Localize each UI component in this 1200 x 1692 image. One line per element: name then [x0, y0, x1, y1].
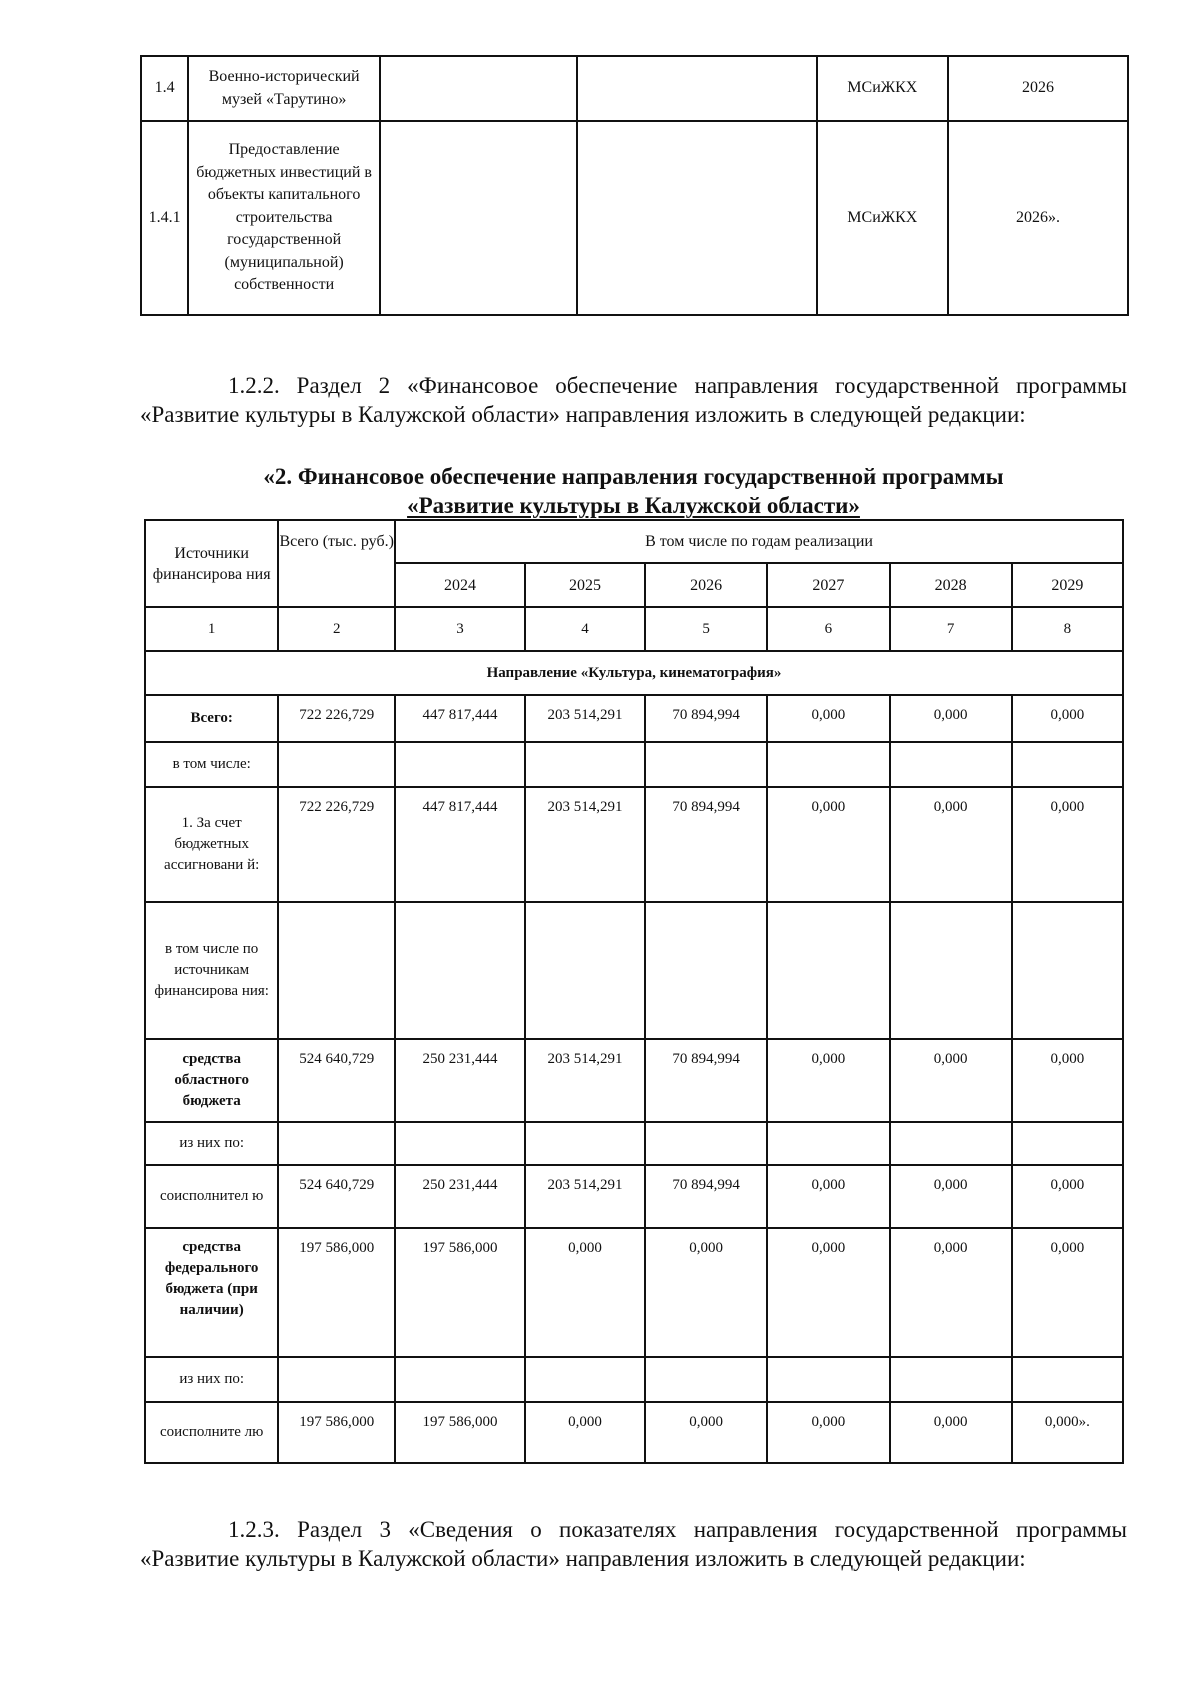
value-cell: 0,000 [1012, 1165, 1123, 1228]
value-cell [395, 1357, 525, 1402]
row-label: средства областного бюджета [145, 1039, 278, 1122]
activity-name: Предоставление бюджетных инвестиций в объекты капитального строительства государственной (муниципальной) собственности [188, 121, 380, 315]
value-cell [645, 742, 767, 787]
section-title: Направление «Культура, кинематография» [145, 651, 1123, 695]
value-cell: 203 514,291 [525, 1039, 645, 1122]
row-label: из них по: [145, 1122, 278, 1165]
value-cell [1012, 1357, 1123, 1402]
header-source: Источники финансирова ния [145, 520, 278, 607]
value-cell: 0,000 [1012, 787, 1123, 902]
value-cell: 250 231,444 [395, 1165, 525, 1228]
value-cell [767, 742, 889, 787]
row-number: 1.4.1 [141, 121, 188, 315]
value-cell [890, 1357, 1012, 1402]
value-cell: 0,000 [890, 1039, 1012, 1122]
row-number: 1.4 [141, 56, 188, 121]
value-cell: 0,000 [767, 787, 889, 902]
value-cell: 70 894,994 [645, 695, 767, 742]
value-cell: 447 817,444 [395, 787, 525, 902]
value-cell: 0,000 [890, 1228, 1012, 1357]
row-label: Всего: [145, 695, 278, 742]
header-year: 2026 [645, 563, 767, 607]
paragraph-text: 1.2.3. Раздел 3 «Сведения о показателях направления государственной программы «Развитие культуры в Калужской области» направления изложить в следующей редакции: [140, 1517, 1127, 1571]
value-cell [395, 1122, 525, 1165]
table-row [145, 742, 1123, 787]
value-cell [525, 1357, 645, 1402]
value-cell: 0,000». [1012, 1402, 1123, 1463]
header-year: 2024 [395, 563, 525, 607]
section-heading: «2. Финансовое обеспечение направления государственной программы [263, 464, 1004, 489]
paragraph-section-3 [140, 1515, 1127, 1573]
table-row [141, 56, 1128, 121]
header-total: Всего (тыс. руб.) [278, 520, 395, 607]
value-cell [395, 902, 525, 1039]
column-number: 5 [645, 607, 767, 651]
value-cell [525, 902, 645, 1039]
value-cell: 0,000 [767, 1228, 889, 1357]
value-cell: 722 226,729 [278, 787, 395, 902]
value-cell: 0,000 [1012, 695, 1123, 742]
value-cell [278, 742, 395, 787]
value-cell: 0,000 [767, 1165, 889, 1228]
value-cell [645, 1357, 767, 1402]
row-label: 1. За счет бюджетных ассигновани й: [145, 787, 278, 902]
column-number: 7 [890, 607, 1012, 651]
value-cell: 250 231,444 [395, 1039, 525, 1122]
value-cell: 0,000 [767, 1039, 889, 1122]
value-cell [1012, 742, 1123, 787]
column-number: 1 [145, 607, 278, 651]
column-number: 6 [767, 607, 889, 651]
value-cell: 0,000 [525, 1228, 645, 1357]
table-row [145, 1228, 1123, 1357]
activity-name: Военно-исторический музей «Тарутино» [188, 56, 380, 121]
header-year: 2028 [890, 563, 1012, 607]
table-row [145, 695, 1123, 742]
value-cell: 203 514,291 [525, 787, 645, 902]
finance-table [144, 519, 1124, 1464]
table-row [145, 1165, 1123, 1228]
value-cell [278, 1122, 395, 1165]
value-cell [890, 742, 1012, 787]
value-cell [890, 902, 1012, 1039]
responsible-cell: МСиЖКХ [817, 56, 949, 121]
row-label: средства федерального бюджета (при наличии) [145, 1228, 278, 1357]
row-label: в том числе: [145, 742, 278, 787]
value-cell [767, 1122, 889, 1165]
value-cell [1012, 902, 1123, 1039]
header-row [145, 520, 1123, 563]
column-number: 2 [278, 607, 395, 651]
row-label: соисполнител ю [145, 1165, 278, 1228]
section-heading-subtitle: «Развитие культуры в Калужской области» [407, 493, 860, 518]
empty-cell [577, 56, 816, 121]
table-row [145, 1039, 1123, 1122]
value-cell [525, 1122, 645, 1165]
table-row [141, 121, 1128, 315]
table-row [145, 1122, 1123, 1165]
year-cell: 2026». [948, 121, 1128, 315]
paragraph-text: 1.2.2. Раздел 2 «Финансовое обеспечение направления государственной программы «Развитие культуры в Калужской области» направления изложить в следующей редакции: [140, 373, 1127, 427]
table-row [145, 1357, 1123, 1402]
value-cell: 70 894,994 [645, 787, 767, 902]
table-row [145, 1402, 1123, 1463]
column-number: 4 [525, 607, 645, 651]
row-label: из них по: [145, 1357, 278, 1402]
value-cell: 722 226,729 [278, 695, 395, 742]
value-cell: 70 894,994 [645, 1039, 767, 1122]
year-cell: 2026 [948, 56, 1128, 121]
value-cell: 197 586,000 [278, 1402, 395, 1463]
value-cell: 0,000 [767, 695, 889, 742]
value-cell: 0,000 [1012, 1039, 1123, 1122]
value-cell [767, 1357, 889, 1402]
header-year: 2029 [1012, 563, 1123, 607]
value-cell [278, 1357, 395, 1402]
value-cell: 0,000 [890, 787, 1012, 902]
value-cell [645, 1122, 767, 1165]
value-cell: 0,000 [767, 1402, 889, 1463]
value-cell: 447 817,444 [395, 695, 525, 742]
value-cell: 0,000 [645, 1402, 767, 1463]
empty-cell [577, 121, 816, 315]
value-cell [645, 902, 767, 1039]
column-number-row [145, 607, 1123, 651]
header-year: 2027 [767, 563, 889, 607]
column-number: 8 [1012, 607, 1123, 651]
responsible-cell: МСиЖКХ [817, 121, 949, 315]
value-cell: 197 586,000 [278, 1228, 395, 1357]
value-cell: 524 640,729 [278, 1165, 395, 1228]
value-cell: 0,000 [890, 1165, 1012, 1228]
value-cell [1012, 1122, 1123, 1165]
row-label: в том числе по источникам финансирова ния: [145, 902, 278, 1039]
value-cell: 197 586,000 [395, 1402, 525, 1463]
section-row [145, 651, 1123, 695]
value-cell: 0,000 [645, 1228, 767, 1357]
value-cell [767, 902, 889, 1039]
value-cell: 0,000 [525, 1402, 645, 1463]
value-cell [890, 1122, 1012, 1165]
header-year: 2025 [525, 563, 645, 607]
value-cell: 0,000 [1012, 1228, 1123, 1357]
paragraph-section-2 [140, 371, 1127, 429]
empty-cell [380, 121, 577, 315]
empty-cell [380, 56, 577, 121]
activities-table [140, 55, 1129, 316]
value-cell: 524 640,729 [278, 1039, 395, 1122]
value-cell: 203 514,291 [525, 695, 645, 742]
value-cell [278, 902, 395, 1039]
column-number: 3 [395, 607, 525, 651]
value-cell: 0,000 [890, 1402, 1012, 1463]
row-label: соисполните лю [145, 1402, 278, 1463]
value-cell [525, 742, 645, 787]
value-cell: 197 586,000 [395, 1228, 525, 1357]
value-cell: 203 514,291 [525, 1165, 645, 1228]
value-cell: 0,000 [890, 695, 1012, 742]
value-cell [395, 742, 525, 787]
header-years-group: В том числе по годам реализации [395, 520, 1123, 563]
value-cell: 70 894,994 [645, 1165, 767, 1228]
table-row [145, 902, 1123, 1039]
table-row [145, 787, 1123, 902]
